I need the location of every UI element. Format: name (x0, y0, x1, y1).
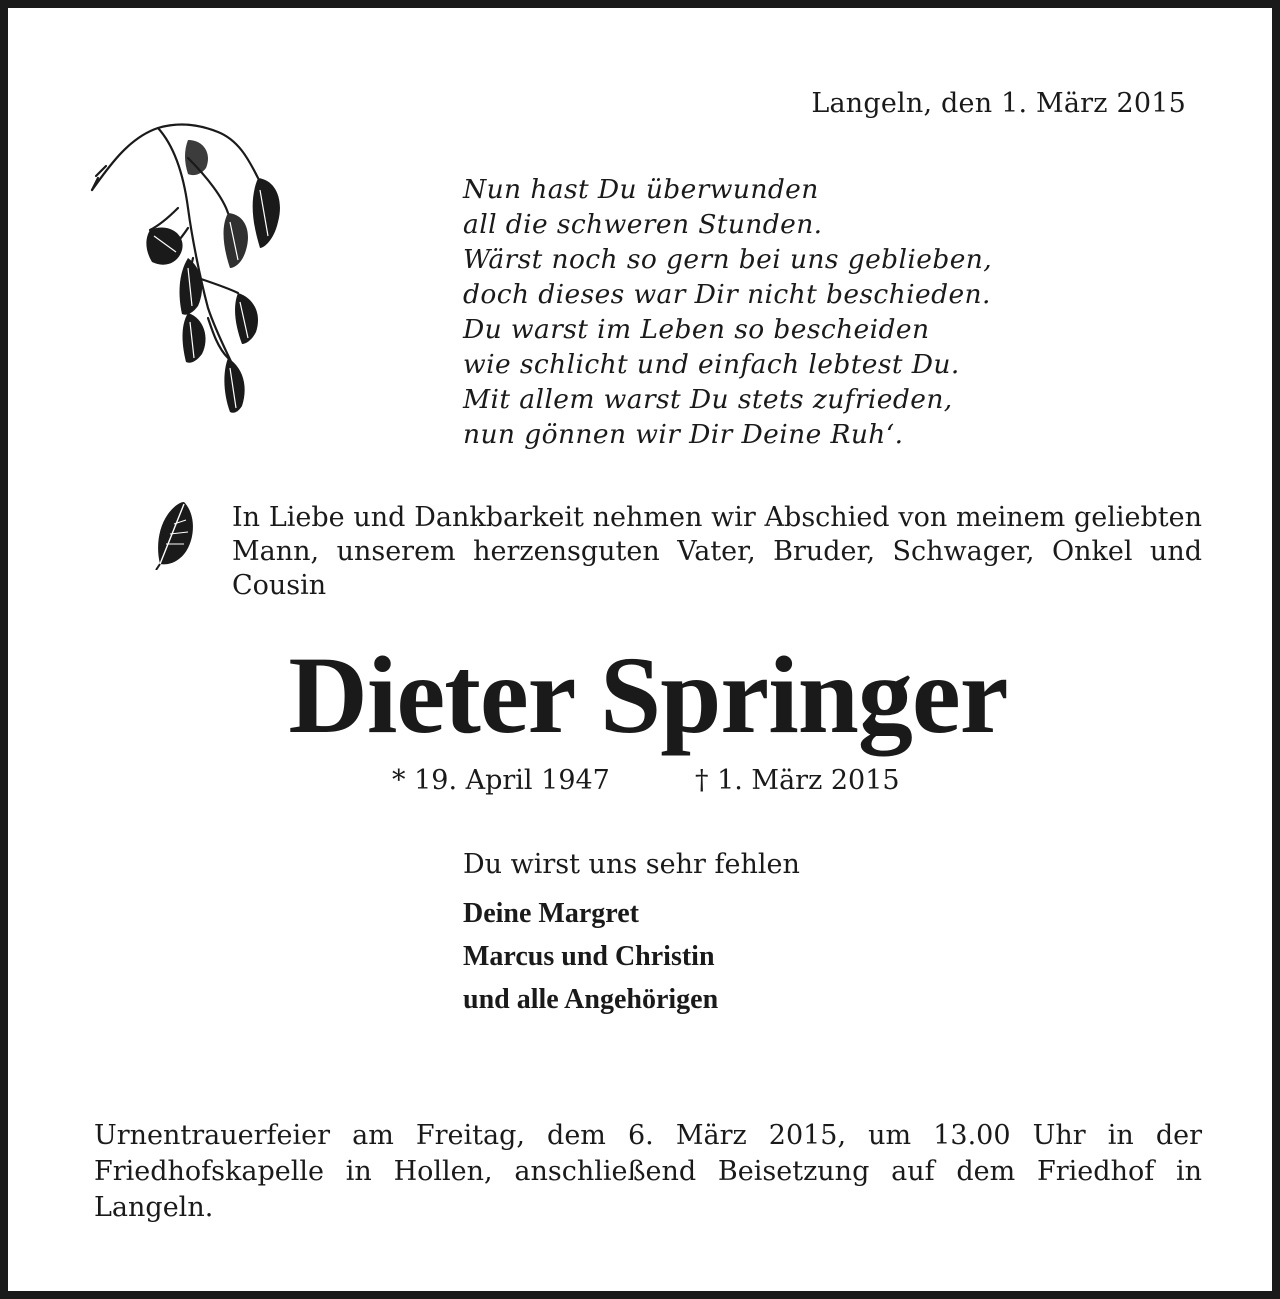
signer: Marcus und Christin (463, 941, 715, 972)
signer: Deine Margret (463, 898, 639, 929)
intro-text: In Liebe und Dankbarkeit nehmen wir Abschied von meinem geliebten Mann, unserem herzensguten Vater, Bruder, Schwager, Onkel und Cousin (232, 502, 1202, 601)
death-date: † 1. März 2015 (695, 765, 900, 796)
signers (463, 892, 718, 1021)
poem (463, 172, 992, 452)
poem-line: Nun hast Du überwunden (463, 174, 819, 205)
signer: und alle Angehörigen (463, 984, 719, 1015)
place-date: Langeln, den 1. März 2015 (811, 88, 1186, 119)
closing-line: Du wirst uns sehr fehlen (463, 849, 800, 880)
poem-line: wie schlicht und einfach lebtest Du. (463, 349, 960, 380)
deceased-name: Dieter Springer (288, 634, 1008, 756)
ceremony-info: Urnentrauerfeier am Freitag, dem 6. März 2015, um 13.00 Uhr in der Friedhofskapelle in Hollen, anschließend Beisetzung auf dem Friedhof in Langeln. (94, 1120, 1202, 1223)
birth-date: * 19. April 1947 (392, 765, 610, 796)
poem-line: all die schweren Stunden. (463, 209, 823, 240)
poem-line: Wärst noch so gern bei uns geblieben, (463, 244, 993, 275)
poem-line: Mit allem warst Du stets zufrieden, (463, 384, 953, 415)
leaf-icon (150, 498, 196, 570)
poem-line: doch dieses war Dir nicht beschieden. (463, 279, 991, 310)
birch-branch-icon (88, 118, 288, 418)
poem-line: nun gönnen wir Dir Deine Ruh‘. (463, 419, 904, 450)
poem-line: Du warst im Leben so bescheiden (463, 314, 930, 345)
